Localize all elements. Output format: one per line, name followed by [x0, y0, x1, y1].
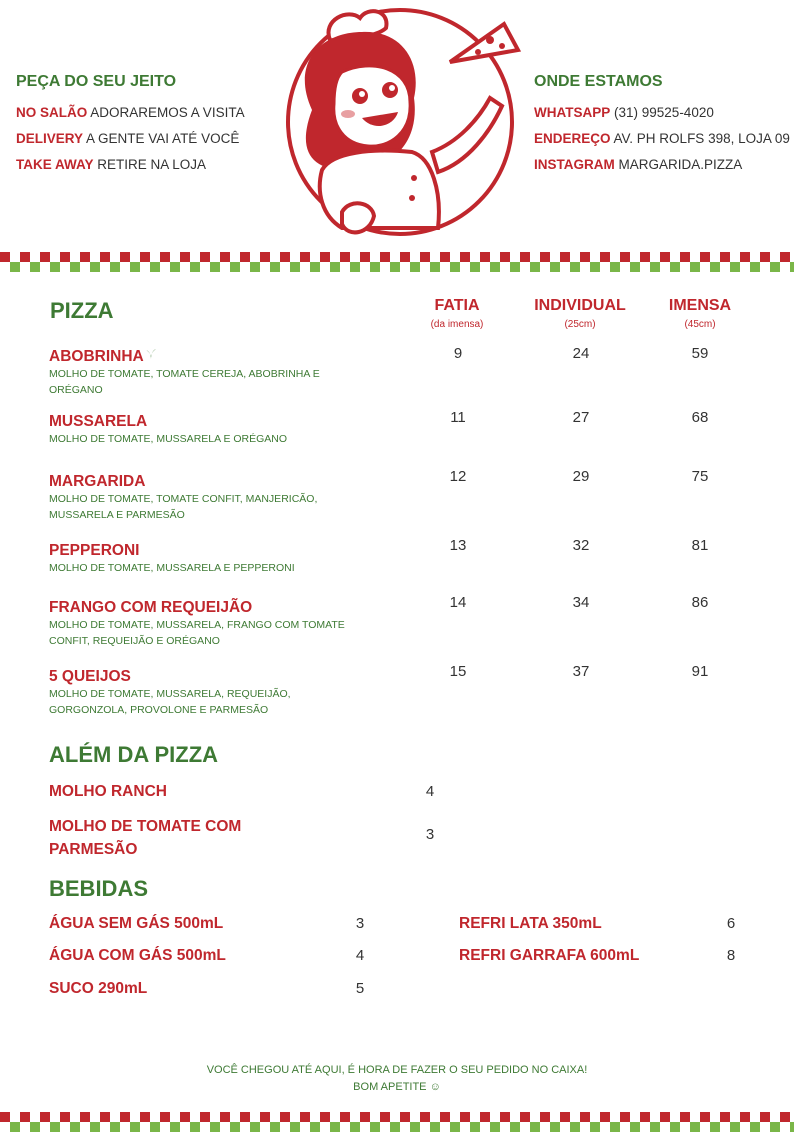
pizza-item-name: ABOBRINHA	[49, 348, 144, 365]
footer-message: VOCÊ CHEGOU ATÉ AQUI, É HORA DE FAZER O SEU PEDIDO NO CAIXA!	[206, 1064, 588, 1076]
pizza-section-title: PIZZA	[50, 298, 114, 323]
extra-price-ranch: 4	[425, 783, 435, 800]
pizza-item-abobrinha	[49, 348, 369, 398]
contact-whatsapp: WHATSAPP (31) 99525-4020	[534, 105, 714, 120]
pizza-item-name: FRANGO COM REQUEIJÃO	[49, 599, 253, 616]
price-individual: 37	[572, 663, 590, 680]
drink-price: 8	[726, 947, 736, 964]
order-line-salao: NO SALÃO ADORAREMOS A VISITA	[16, 105, 245, 120]
col-sub-imensa: (45cm)	[684, 319, 716, 330]
location-title: ONDE ESTAMOS	[534, 73, 663, 90]
footer-bom-apetite: BOM APETITE ☺	[353, 1081, 441, 1093]
price-individual: 29	[572, 468, 590, 485]
chef-girl-holding-pizza-logo	[282, 2, 522, 242]
pizza-item-desc: MOLHO DE TOMATE, MUSSARELA, FRANGO COM TOMATE CONFIT, REQUEIJÃO E ORÉGANO	[49, 619, 345, 647]
pizza-item-desc: MOLHO DE TOMATE, TOMATE CONFIT, MANJERICÃO, MUSSARELA E PARMESÃO	[49, 493, 318, 521]
contact-instagram: INSTAGRAM MARGARIDA.PIZZA	[534, 157, 743, 172]
drink-agua-com-gas: ÁGUA COM GÁS 500mL	[49, 947, 226, 964]
pizza-item-name: MARGARIDA	[49, 473, 146, 490]
pizza-item-frango	[49, 599, 369, 649]
price-imensa: 68	[691, 409, 709, 426]
order-info-title: PEÇA DO SEU JEITO	[16, 73, 177, 90]
pizza-item-desc: MOLHO DE TOMATE, MUSSARELA E ORÉGANO	[49, 433, 288, 445]
price-fatia: 14	[449, 594, 467, 611]
checker-border-bottom	[0, 1112, 794, 1132]
extra-price-molho-tomate: 3	[425, 826, 435, 843]
drinks-section-title: BEBIDAS	[49, 876, 149, 901]
pizza-item-desc: MOLHO DE TOMATE, MUSSARELA E PEPPERONI	[49, 562, 295, 574]
price-individual: 34	[572, 594, 590, 611]
pizza-item-desc: MOLHO DE TOMATE, TOMATE CEREJA, ABOBRINHA E ORÉGANO	[49, 368, 320, 396]
leaf-icon	[145, 348, 157, 360]
pizza-item-name: MUSSARELA	[49, 413, 148, 430]
price-individual: 27	[572, 409, 590, 426]
col-sub-individual: (25cm)	[564, 319, 596, 330]
pizza-item-name: PEPPERONI	[49, 542, 140, 559]
drink-refri-garrafa: REFRI GARRAFA 600mL	[459, 947, 640, 964]
col-sub-fatia: (da imensa)	[430, 319, 484, 330]
price-imensa: 81	[691, 537, 709, 554]
pizza-item-margarida	[49, 473, 369, 523]
drink-price: 5	[355, 980, 365, 997]
drink-price: 6	[726, 915, 736, 932]
drink-agua-sem-gas: ÁGUA SEM GÁS 500mL	[49, 915, 224, 932]
order-line-delivery: DELIVERY A GENTE VAI ATÉ VOCÊ	[16, 131, 240, 146]
price-fatia: 15	[449, 663, 467, 680]
contact-address: ENDEREÇO AV. PH ROLFS 398, LOJA 09	[534, 131, 790, 146]
pizza-item-mussarela	[49, 413, 369, 447]
drink-price: 4	[355, 947, 365, 964]
price-imensa: 75	[691, 468, 709, 485]
checker-border-top	[0, 252, 794, 272]
pizza-item-desc: MOLHO DE TOMATE, MUSSARELA, REQUEIJÃO, GORGONZOLA, PROVOLONE E PARMESÃO	[49, 688, 291, 716]
pizza-item-name: 5 QUEIJOS	[49, 668, 131, 685]
drink-refri-lata: REFRI LATA 350mL	[459, 915, 602, 932]
pizza-item-pepperoni	[49, 542, 369, 576]
price-imensa: 91	[691, 663, 709, 680]
col-head-individual: INDIVIDUAL	[534, 297, 626, 314]
pizza-item-5-queijos	[49, 668, 369, 718]
extras-section-title: ALÉM DA PIZZA	[49, 742, 219, 767]
price-fatia: 13	[449, 537, 467, 554]
col-head-fatia: FATIA	[434, 297, 480, 314]
price-individual: 32	[572, 537, 590, 554]
price-fatia: 9	[453, 345, 463, 362]
price-fatia: 12	[449, 468, 467, 485]
price-imensa: 59	[691, 345, 709, 362]
extra-item-ranch: MOLHO RANCH	[49, 783, 167, 800]
price-individual: 24	[572, 345, 590, 362]
extra-item-molho-tomate: MOLHO DE TOMATE COM PARMESÃO	[49, 818, 242, 858]
price-fatia: 11	[450, 409, 466, 426]
drink-price: 3	[355, 915, 365, 932]
col-head-imensa: IMENSA	[668, 297, 732, 314]
price-imensa: 86	[691, 594, 709, 611]
order-line-takeaway: TAKE AWAY RETIRE NA LOJA	[16, 157, 207, 172]
drink-suco: SUCO 290mL	[49, 980, 148, 997]
